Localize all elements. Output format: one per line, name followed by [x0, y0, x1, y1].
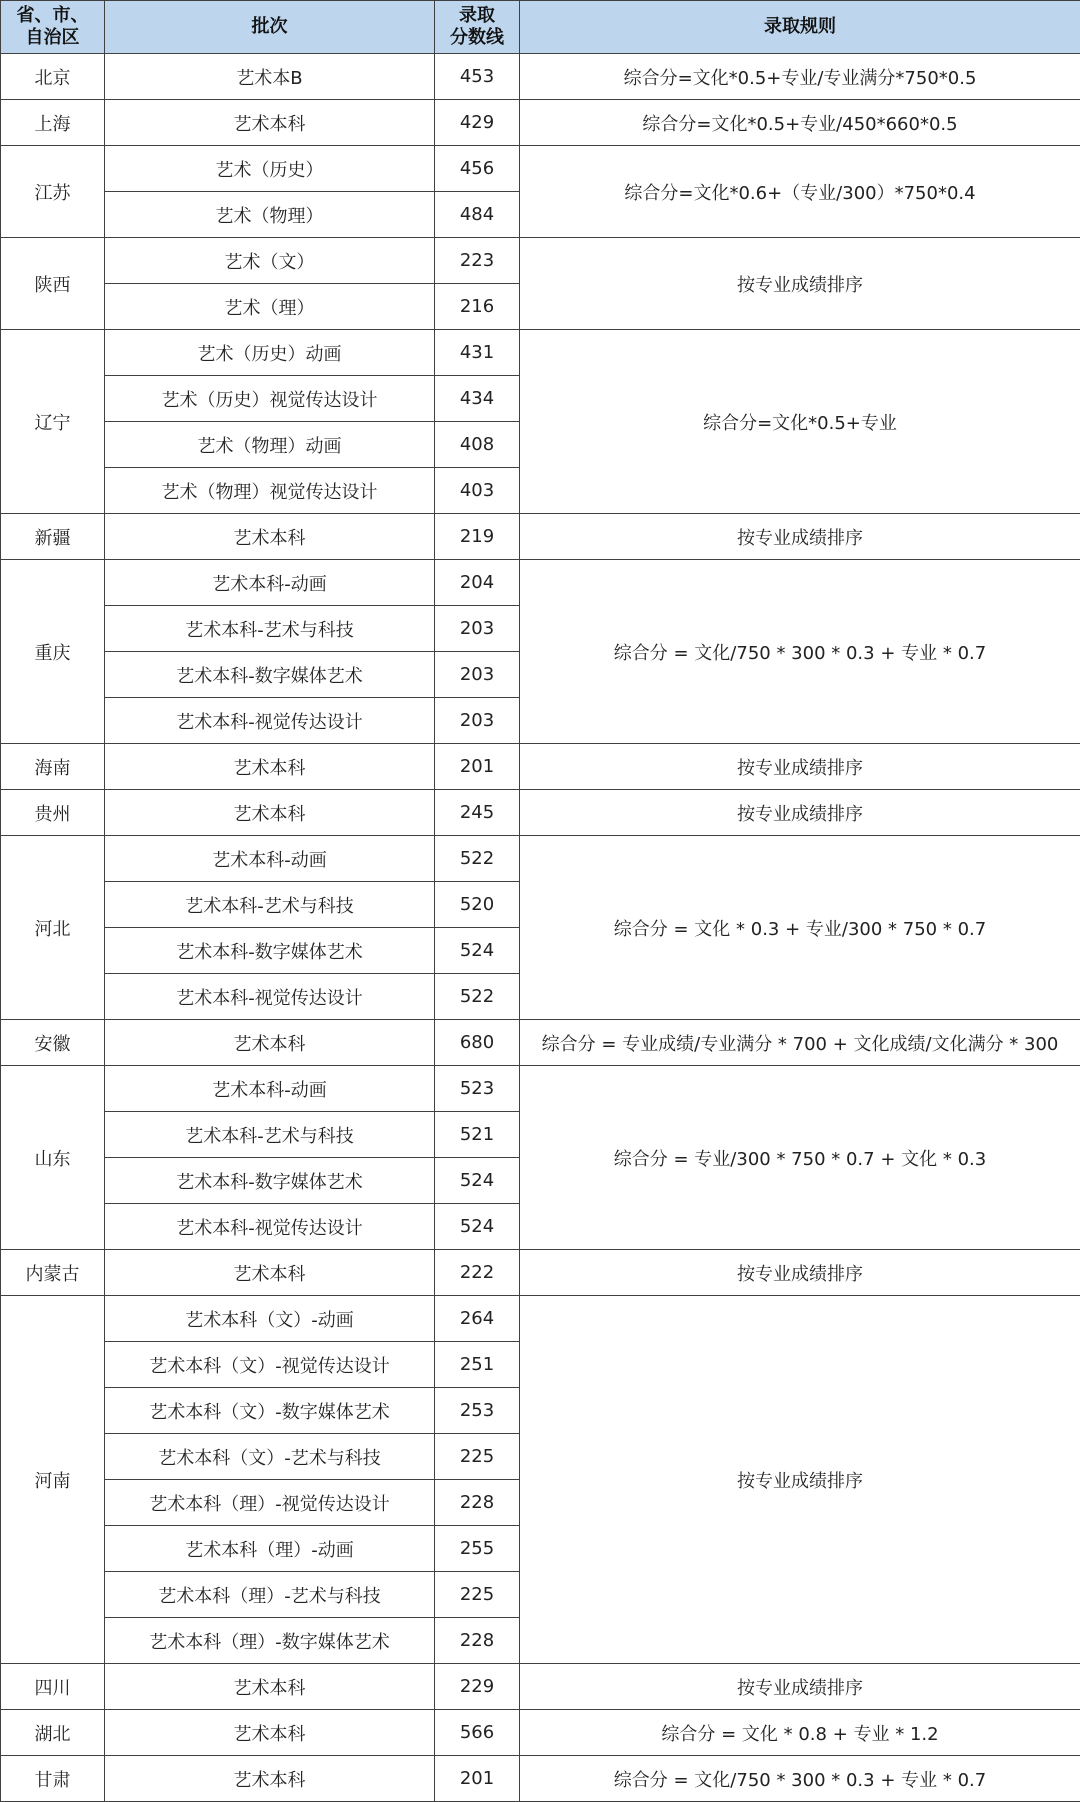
province-cell: 内蒙古: [1, 1250, 105, 1296]
score-cell: 680: [435, 1020, 520, 1066]
table-header: [1, 1, 1080, 54]
score-cell: 453: [435, 54, 520, 100]
header-row: [1, 1, 1080, 54]
score-cell: 229: [435, 1664, 520, 1710]
rule-cell: 综合分 = 专业/300 * 750 * 0.7 + 文化 * 0.3: [520, 1066, 1080, 1250]
batch-cell: 艺术本科: [105, 1020, 435, 1066]
score-cell: 431: [435, 330, 520, 376]
score-cell: 204: [435, 560, 520, 606]
table-row: [1, 330, 1080, 376]
score-cell: 264: [435, 1296, 520, 1342]
score-cell: 524: [435, 928, 520, 974]
table-row: [1, 1296, 1080, 1342]
score-cell: 429: [435, 100, 520, 146]
batch-cell: 艺术本科（理）-动画: [105, 1526, 435, 1572]
rule-cell: 按专业成绩排序: [520, 790, 1080, 836]
province-cell: 上海: [1, 100, 105, 146]
batch-cell: 艺术本科: [105, 1664, 435, 1710]
score-cell: 223: [435, 238, 520, 284]
rule-cell: 综合分=文化*0.5+专业/450*660*0.5: [520, 100, 1080, 146]
table-row: [1, 1020, 1080, 1066]
score-cell: 201: [435, 744, 520, 790]
batch-cell: 艺术本科: [105, 790, 435, 836]
batch-cell: 艺术本B: [105, 54, 435, 100]
batch-cell: 艺术（物理）: [105, 192, 435, 238]
score-cell: 521: [435, 1112, 520, 1158]
score-cell: 523: [435, 1066, 520, 1112]
rule-cell: 按专业成绩排序: [520, 1296, 1080, 1664]
batch-cell: 艺术本科-动画: [105, 836, 435, 882]
batch-cell: 艺术本科: [105, 1250, 435, 1296]
batch-cell: 艺术本科（理）-艺术与科技: [105, 1572, 435, 1618]
batch-cell: 艺术本科-视觉传达设计: [105, 974, 435, 1020]
province-cell: 陕西: [1, 238, 105, 330]
header-rule: 录取规则: [520, 1, 1080, 54]
header-batch: 批次: [105, 1, 435, 54]
score-cell: 251: [435, 1342, 520, 1388]
rule-cell: 综合分=文化*0.5+专业/专业满分*750*0.5: [520, 54, 1080, 100]
batch-cell: 艺术本科: [105, 514, 435, 560]
table-row: [1, 1250, 1080, 1296]
batch-cell: 艺术（物理）视觉传达设计: [105, 468, 435, 514]
batch-cell: 艺术（历史）动画: [105, 330, 435, 376]
province-cell: 甘肃: [1, 1756, 105, 1802]
rule-cell: 综合分 = 文化/750 * 300 * 0.3 + 专业 * 0.7: [520, 1756, 1080, 1802]
score-cell: 228: [435, 1618, 520, 1664]
batch-cell: 艺术本科（文）-艺术与科技: [105, 1434, 435, 1480]
batch-cell: 艺术本科（文）-动画: [105, 1296, 435, 1342]
rule-cell: 综合分 = 文化 * 0.8 + 专业 * 1.2: [520, 1710, 1080, 1756]
table-row: [1, 1710, 1080, 1756]
rule-cell: 综合分 = 文化 * 0.3 + 专业/300 * 750 * 0.7: [520, 836, 1080, 1020]
table-row: [1, 514, 1080, 560]
rule-cell: 综合分 = 文化/750 * 300 * 0.3 + 专业 * 0.7: [520, 560, 1080, 744]
batch-cell: 艺术本科（理）-视觉传达设计: [105, 1480, 435, 1526]
province-cell: 河南: [1, 1296, 105, 1664]
province-cell: 四川: [1, 1664, 105, 1710]
batch-cell: 艺术本科-动画: [105, 560, 435, 606]
score-cell: 219: [435, 514, 520, 560]
table-row: [1, 744, 1080, 790]
score-cell: 484: [435, 192, 520, 238]
province-cell: 新疆: [1, 514, 105, 560]
table-row: [1, 836, 1080, 882]
batch-cell: 艺术（物理）动画: [105, 422, 435, 468]
score-cell: 225: [435, 1434, 520, 1480]
table-row: [1, 1756, 1080, 1802]
table-row: [1, 1066, 1080, 1112]
rule-cell: 综合分=文化*0.5+专业: [520, 330, 1080, 514]
table-row: [1, 54, 1080, 100]
score-cell: 456: [435, 146, 520, 192]
batch-cell: 艺术本科: [105, 1710, 435, 1756]
score-cell: 245: [435, 790, 520, 836]
table-row: [1, 100, 1080, 146]
batch-cell: 艺术（历史）: [105, 146, 435, 192]
batch-cell: 艺术（理）: [105, 284, 435, 330]
score-cell: 522: [435, 974, 520, 1020]
batch-cell: 艺术本科-艺术与科技: [105, 1112, 435, 1158]
header-province: 省、市、 自治区: [1, 1, 105, 54]
batch-cell: 艺术本科（理）-数字媒体艺术: [105, 1618, 435, 1664]
table-row: [1, 146, 1080, 192]
province-cell: 重庆: [1, 560, 105, 744]
score-cell: 253: [435, 1388, 520, 1434]
score-cell: 228: [435, 1480, 520, 1526]
score-cell: 524: [435, 1204, 520, 1250]
rule-cell: 综合分=文化*0.6+（专业/300）*750*0.4: [520, 146, 1080, 238]
province-cell: 山东: [1, 1066, 105, 1250]
table-body: [1, 54, 1080, 1802]
header-score: 录取 分数线: [435, 1, 520, 54]
batch-cell: 艺术本科（文）-视觉传达设计: [105, 1342, 435, 1388]
score-cell: 434: [435, 376, 520, 422]
batch-cell: 艺术本科-视觉传达设计: [105, 1204, 435, 1250]
score-cell: 216: [435, 284, 520, 330]
batch-cell: 艺术本科: [105, 100, 435, 146]
score-cell: 203: [435, 606, 520, 652]
rule-cell: 综合分 = 专业成绩/专业满分 * 700 + 文化成绩/文化满分 * 300: [520, 1020, 1080, 1066]
batch-cell: 艺术本科（文）-数字媒体艺术: [105, 1388, 435, 1434]
batch-cell: 艺术（文）: [105, 238, 435, 284]
score-cell: 203: [435, 698, 520, 744]
score-cell: 524: [435, 1158, 520, 1204]
rule-cell: 按专业成绩排序: [520, 1250, 1080, 1296]
table-row: [1, 560, 1080, 606]
province-cell: 海南: [1, 744, 105, 790]
score-cell: 255: [435, 1526, 520, 1572]
score-cell: 222: [435, 1250, 520, 1296]
rule-cell: 按专业成绩排序: [520, 514, 1080, 560]
rule-cell: 按专业成绩排序: [520, 238, 1080, 330]
batch-cell: 艺术本科-视觉传达设计: [105, 698, 435, 744]
province-cell: 江苏: [1, 146, 105, 238]
score-cell: 566: [435, 1710, 520, 1756]
score-cell: 403: [435, 468, 520, 514]
batch-cell: 艺术本科-数字媒体艺术: [105, 652, 435, 698]
province-cell: 贵州: [1, 790, 105, 836]
batch-cell: 艺术本科-艺术与科技: [105, 606, 435, 652]
score-cell: 203: [435, 652, 520, 698]
province-cell: 安徽: [1, 1020, 105, 1066]
batch-cell: 艺术本科-动画: [105, 1066, 435, 1112]
batch-cell: 艺术本科: [105, 744, 435, 790]
batch-cell: 艺术本科: [105, 1756, 435, 1802]
province-cell: 河北: [1, 836, 105, 1020]
province-cell: 北京: [1, 54, 105, 100]
batch-cell: 艺术本科-艺术与科技: [105, 882, 435, 928]
score-cell: 201: [435, 1756, 520, 1802]
rule-cell: 按专业成绩排序: [520, 744, 1080, 790]
batch-cell: 艺术本科-数字媒体艺术: [105, 928, 435, 974]
score-cell: 520: [435, 882, 520, 928]
table-row: [1, 1664, 1080, 1710]
province-cell: 辽宁: [1, 330, 105, 514]
batch-cell: 艺术本科-数字媒体艺术: [105, 1158, 435, 1204]
score-cell: 225: [435, 1572, 520, 1618]
province-cell: 湖北: [1, 1710, 105, 1756]
table-row: [1, 238, 1080, 284]
batch-cell: 艺术（历史）视觉传达设计: [105, 376, 435, 422]
table-row: [1, 790, 1080, 836]
score-cell: 522: [435, 836, 520, 882]
rule-cell: 按专业成绩排序: [520, 1664, 1080, 1710]
score-cell: 408: [435, 422, 520, 468]
